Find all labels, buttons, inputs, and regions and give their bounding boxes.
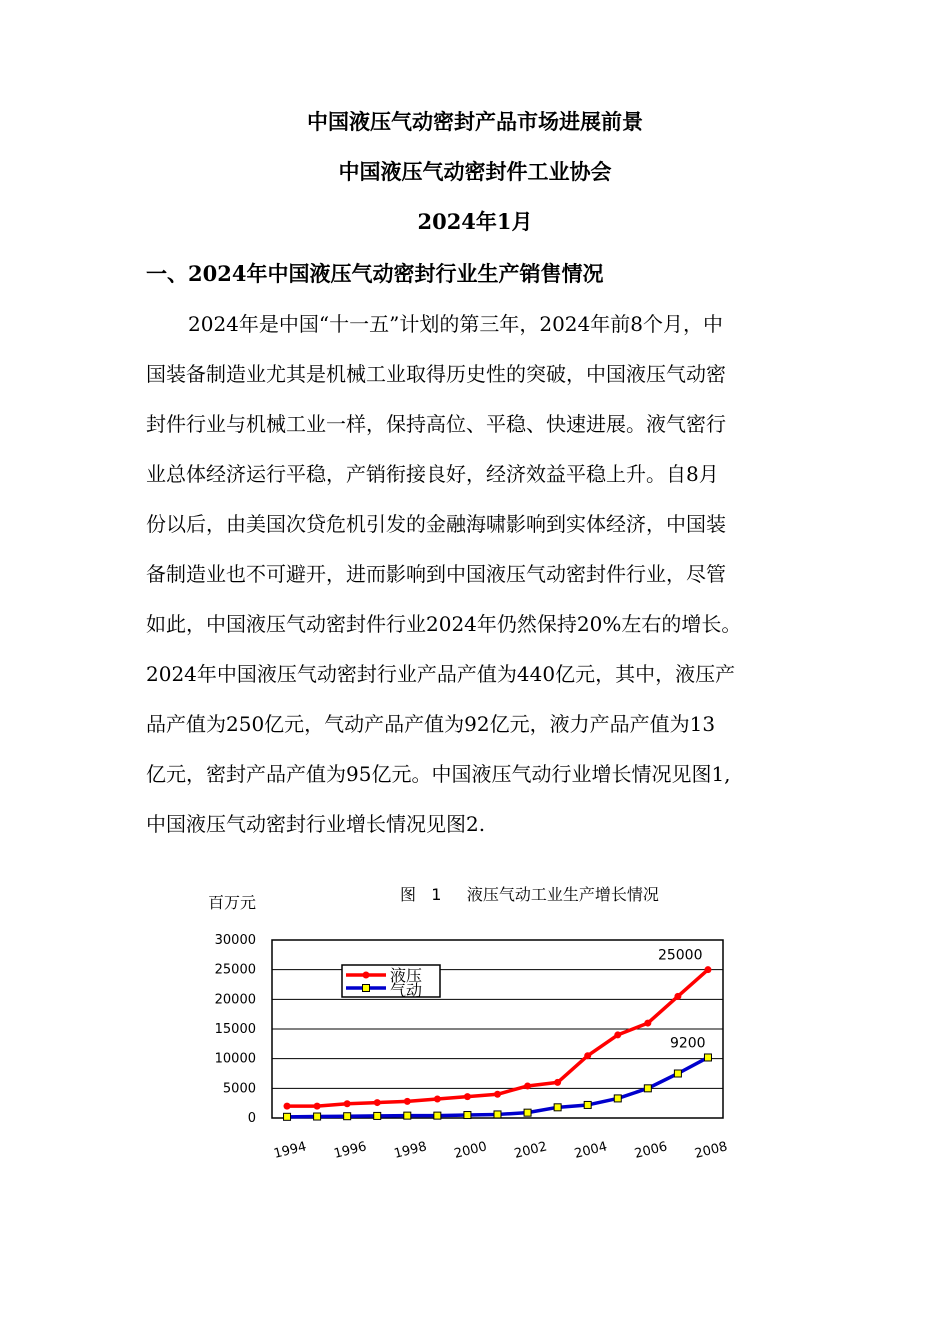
data-point (464, 1093, 471, 1100)
data-point (434, 1096, 441, 1103)
data-point (704, 1054, 711, 1061)
x-tick-label: 2006 (633, 1139, 669, 1162)
x-tick-label: 2004 (572, 1139, 609, 1162)
data-point (644, 1020, 651, 1027)
legend-marker (363, 985, 370, 992)
paragraph-line: 国装备制造业尤其是机械工业取得历史性的突破，中国液压气动密 (146, 362, 726, 386)
data-point (674, 993, 681, 1000)
y-tick-label: 0 (247, 1111, 256, 1126)
chart-title: 图 1 液压气动工业生产增长情况 (400, 885, 659, 904)
data-point (554, 1104, 561, 1111)
section-heading: 一、2024年中国液压气动密封行业生产销售情况 (146, 261, 604, 286)
legend-label: 液压 (390, 966, 423, 985)
paragraph-line: 2024年中国液压气动密封行业产品产值为440亿元，其中，液压产 (146, 662, 736, 686)
y-tick-label: 15000 (214, 1022, 256, 1037)
data-point (374, 1099, 381, 1106)
data-point (524, 1109, 531, 1116)
data-point (314, 1113, 321, 1120)
legend-marker (363, 972, 370, 979)
paragraph-line: 份以后，由美国次贷危机引发的金融海啸影响到实体经济，中国装 (146, 512, 726, 536)
data-point (584, 1101, 591, 1108)
data-label: 25000 (657, 947, 703, 964)
y-axis-label: 百万元 (208, 893, 257, 912)
paragraph-line: 如此，中国液压气动密封件行业2024年仍然保持20%左右的增长。 (146, 612, 742, 636)
y-tick-label: 25000 (214, 962, 256, 978)
legend-label: 气动 (390, 981, 423, 1000)
paragraph-line: 中国液压气动密封行业增长情况见图2. (146, 812, 486, 836)
paragraph-line: 业总体经济运行平稳，产销衔接良好，经济效益平稳上升。自8月 (146, 462, 719, 486)
x-tick-label: 2002 (512, 1139, 549, 1162)
data-point (434, 1112, 441, 1119)
data-point (404, 1098, 411, 1105)
data-point (344, 1113, 351, 1120)
data-point (554, 1079, 561, 1086)
data-point (404, 1112, 411, 1119)
data-point (494, 1111, 501, 1118)
data-point (674, 1070, 681, 1077)
y-tick-label: 5000 (222, 1081, 256, 1097)
document-date: 2024年1月 (417, 209, 533, 234)
data-point (614, 1031, 621, 1038)
paragraph-line: 备制造业也不可避开，进而影响到中国液压气动密封件行业，尽管 (146, 562, 726, 586)
x-tick-label: 1996 (332, 1139, 369, 1162)
data-point (494, 1091, 501, 1098)
organization-name: 中国液压气动密封件工业协会 (338, 159, 612, 184)
paragraph-line: 封件行业与机械工业一样，保持高位、平稳、快速进展。液气密行 (146, 412, 726, 436)
y-tick-label: 10000 (214, 1051, 256, 1067)
data-point (584, 1052, 591, 1059)
data-point (284, 1113, 291, 1120)
y-tick-label: 20000 (214, 992, 256, 1008)
y-tick-label: 30000 (214, 933, 256, 948)
paragraph-line: 2024年是中国“十一五”计划的第三年，2024年前8个月，中 (188, 312, 723, 336)
paragraph-line: 亿元，密封产品产值为95亿元。中国液压气动行业增长情况见图1, (146, 762, 731, 786)
data-point (374, 1112, 381, 1119)
data-point (524, 1082, 531, 1089)
paragraph-line: 品产值为250亿元，气动产品产值为92亿元，液力产品产值为13 (146, 712, 716, 736)
growth-line-chart (180, 870, 760, 1180)
plot-area (215, 933, 729, 1162)
x-tick-label: 1994 (272, 1139, 309, 1162)
data-point (314, 1103, 321, 1110)
data-point (704, 966, 711, 973)
x-tick-label: 2000 (452, 1139, 489, 1162)
x-tick-label: 1998 (392, 1139, 429, 1162)
x-tick-label: 2008 (693, 1139, 729, 1162)
data-point (284, 1103, 291, 1110)
data-point (644, 1085, 651, 1092)
data-label: 9200 (669, 1035, 706, 1052)
document-title: 中国液压气动密封产品市场进展前景 (307, 109, 643, 134)
data-point (344, 1100, 351, 1107)
data-point (464, 1112, 471, 1119)
data-point (614, 1095, 621, 1102)
